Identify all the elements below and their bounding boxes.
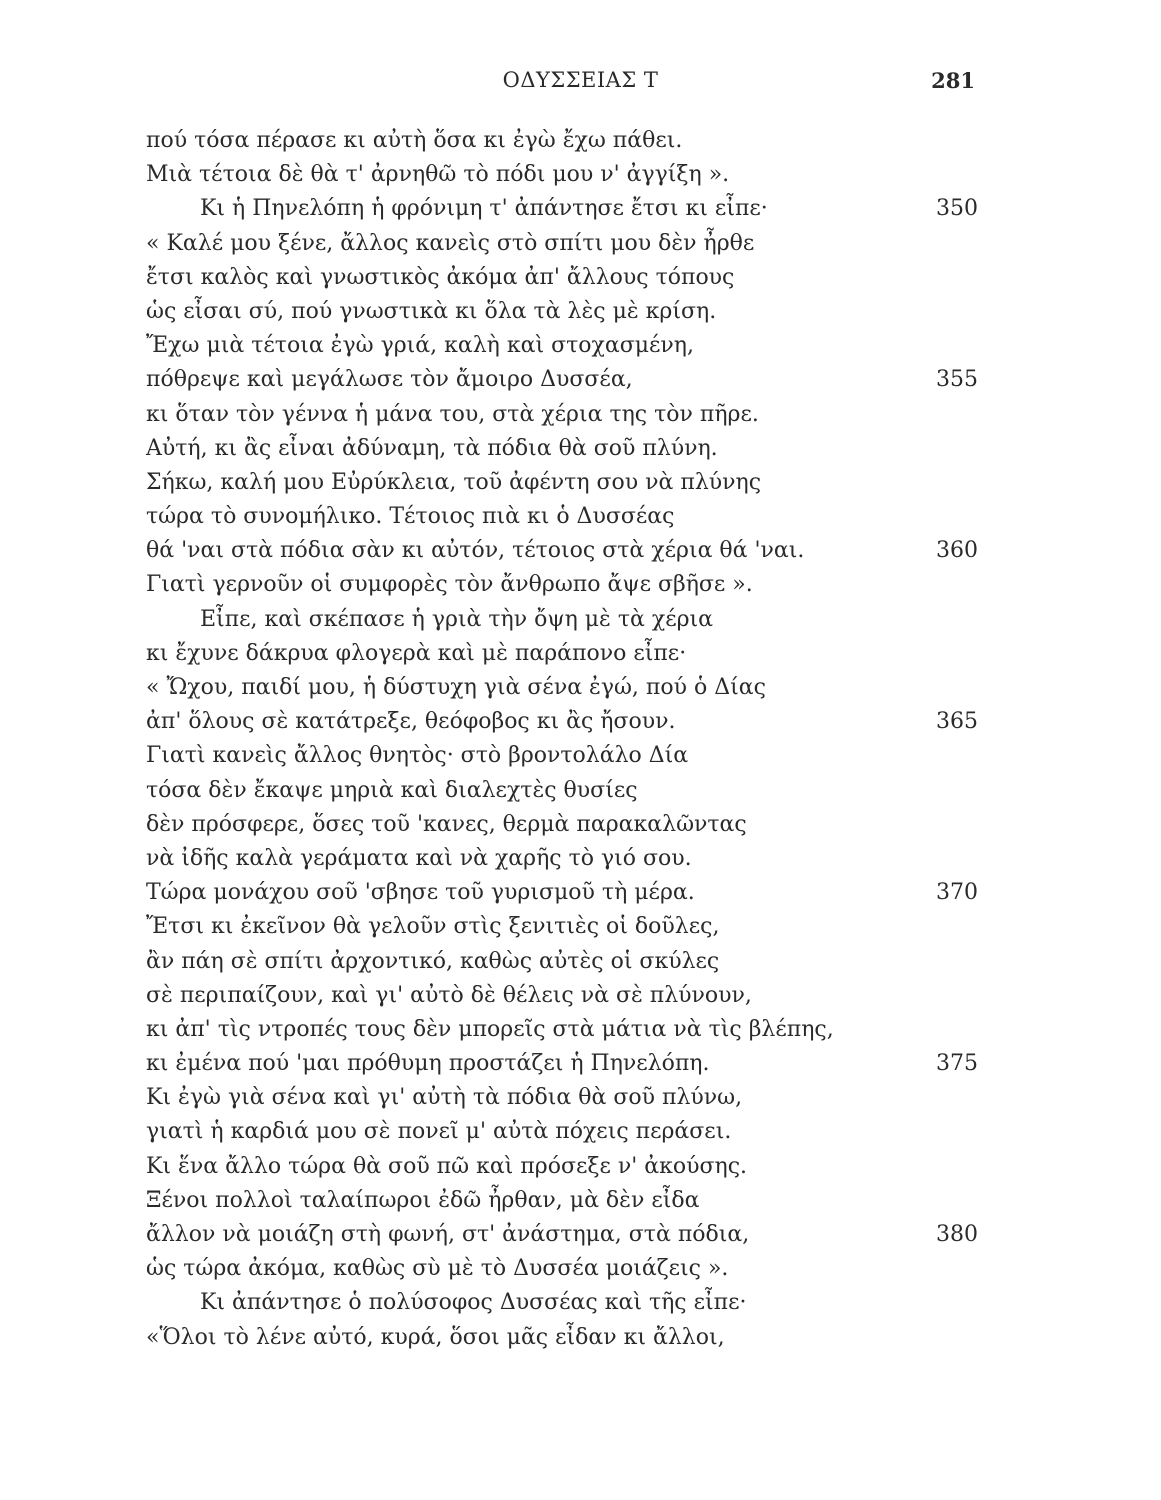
verse-text: Τώρα μονάχου σοῦ 'σβησε τοῦ γυρισμοῦ τὴ μέρα. [146, 880, 695, 906]
verse-line [146, 1218, 978, 1252]
verse-text: Σήκω, καλή μου Εὐρύκλεια, τοῦ ἀφέντη σου νὰ πλύνης [146, 469, 762, 495]
verse-line [146, 1081, 978, 1115]
line-number: 355 [936, 367, 978, 393]
verse-line [146, 1047, 978, 1081]
verse-line [146, 534, 978, 568]
verse-text: ἀπ' ὅλους σὲ κατάτρεξε, θεόφοβος κι ἂς ἤσουν. [146, 709, 676, 735]
verse-text: «Ὅλοι τὸ λένε αὐτό, κυρά, ὅσοι μᾶς εἶδαν κι ἄλλοι, [146, 1324, 725, 1350]
poem-text [146, 124, 978, 1355]
verse-text: Εἶπε, καὶ σκέπασε ἡ γριὰ τὴν ὄψη μὲ τὰ χέρια [200, 606, 714, 632]
verse-text: κι ἐμένα πού 'μαι πρόθυμη προστάζει ἡ Πηνελόπη. [146, 1051, 710, 1077]
verse-text: πού τόσα πέρασε κι αὐτὴ ὅσα κι ἐγὼ ἔχω πάθει. [146, 128, 683, 153]
line-number: 380 [936, 1222, 978, 1247]
verse-line [146, 739, 978, 773]
verse-text: κι ὅταν τὸν γέννα ἡ μάνα του, στὰ χέρια της τὸν πῆρε. [146, 401, 759, 427]
verse-text: ὡς εἶσαι σύ, πού γνωστικὰ κι ὅλα τὰ λὲς μὲ κρίση. [146, 298, 717, 324]
verse-line [146, 124, 978, 158]
verse-text: Μιὰ τέτοια δὲ θὰ τ' ἀρνηθῶ τὸ πόδι μου ν' ἀγγίξη ». [146, 162, 730, 188]
running-header: ΟΔΥΣΣΕΙΑΣ Τ [502, 68, 659, 92]
verse-text: Ξένοι πολλοὶ ταλαίπωροι ἐδῶ ἦρθαν, μὰ δὲν εἶδα [146, 1187, 700, 1213]
verse-line [146, 705, 978, 739]
verse-text: Γιατὶ γερνοῦν οἱ συμφορὲς τὸν ἄνθρωπο ἄψε σβῆσε ». [146, 572, 753, 598]
verse-line [146, 1286, 978, 1320]
verse-text: Κι ἕνα ἄλλο τώρα θὰ σοῦ πῶ καὶ πρόσεξε ν' ἀκούσης. [146, 1153, 748, 1179]
verse-line [146, 363, 978, 397]
verse-line [146, 192, 978, 226]
verse-text: Αὐτή, κι ἂς εἶναι ἀδύναμη, τὰ πόδια θὰ σοῦ πλύνη. [146, 435, 718, 461]
verse-line [146, 261, 978, 295]
verse-line [146, 637, 978, 671]
line-number: 360 [936, 538, 978, 564]
verse-text: ἄλλον νὰ μοιάζη στὴ φωνή, στ' ἀνάστημα, στὰ πόδια, [146, 1222, 750, 1247]
verse-text: Ἔτσι κι ἐκεῖνον θὰ γελοῦν στὶς ξενιτιὲς οἱ δοῦλες, [146, 914, 720, 940]
verse-line [146, 568, 978, 602]
verse-line [146, 1150, 978, 1184]
line-number: 375 [936, 1051, 978, 1077]
verse-line [146, 1252, 978, 1286]
verse-line [146, 1013, 978, 1047]
verse-text: ἂν πάη σὲ σπίτι ἀρχοντικό, καθὼς αὐτὲς οἱ σκύλες [146, 948, 720, 974]
verse-text: Κι ἀπάντησε ὁ πολύσοφος Δυσσέας καὶ τῆς εἶπε· [200, 1290, 747, 1316]
verse-line [146, 671, 978, 705]
verse-text: ὡς τώρα ἀκόμα, καθὼς σὺ μὲ τὸ Δυσσέα μοιάζεις ». [146, 1256, 729, 1282]
verse-text: « Καλέ μου ξένε, ἄλλος κανεὶς στὸ σπίτι μου δὲν ἦρθε [146, 230, 755, 256]
verse-line [146, 295, 978, 329]
verse-text: « Ὤχου, παιδί μου, ἡ δύστυχη γιὰ σένα ἐγώ, πού ὁ Δίας [146, 675, 766, 700]
verse-text: κι ἔχυνε δάκρυα φλογερὰ καὶ μὲ παράπονο εἶπε· [146, 640, 687, 666]
verse-line [146, 1321, 978, 1355]
verse-text: Κι ἡ Πηνελόπη ἡ φρόνιμη τ' ἀπάντησε ἔτσι κι εἶπε· [200, 196, 768, 222]
verse-line [146, 1115, 978, 1149]
verse-line [146, 158, 978, 192]
line-number: 370 [936, 880, 978, 906]
verse-line [146, 432, 978, 466]
verse-text: Ἔχω μιὰ τέτοια ἐγὼ γριά, καλὴ καὶ στοχασμένη, [146, 333, 694, 359]
verse-text: τώρα τὸ συνομήλικο. Τέτοιος πιὰ κι ὁ Δυσσέας [146, 504, 675, 530]
verse-line [146, 603, 978, 637]
verse-text: Κι ἐγὼ γιὰ σένα καὶ γι' αὐτὴ τὰ πόδια θὰ σοῦ πλύνω, [146, 1085, 743, 1111]
line-number: 365 [936, 709, 978, 735]
verse-text: δὲν πρόσφερε, ὅσες τοῦ 'κανες, θερμὰ παρακαλῶντας [146, 811, 747, 837]
verse-line [146, 1184, 978, 1218]
verse-text: Γιατὶ κανεὶς ἄλλος θνητὸς· στὸ βροντολάλο Δία [146, 743, 689, 769]
verse-line [146, 398, 978, 432]
verse-line [146, 808, 978, 842]
line-number: 350 [936, 196, 978, 222]
verse-line [146, 842, 978, 876]
verse-text: θά 'ναι στὰ πόδια σὰν κι αὐτόν, τέτοιος στὰ χέρια θά 'ναι. [146, 538, 805, 564]
verse-line [146, 910, 978, 944]
verse-text: κι ἀπ' τὶς ντροπές τους δὲν μπορεῖς στὰ μάτια νὰ τὶς βλέπης, [146, 1016, 834, 1042]
verse-text: σὲ περιπαίζουν, καὶ γι' αὐτὸ δὲ θέλεις νὰ σὲ πλύνουν, [146, 982, 752, 1008]
page-number: 281 [931, 68, 975, 93]
verse-line [146, 466, 978, 500]
verse-line [146, 876, 978, 910]
verse-line [146, 774, 978, 808]
verse-line [146, 227, 978, 261]
verse-text: γιατὶ ἡ καρδιά μου σὲ πονεῖ μ' αὐτὰ πόχεις περάσει. [146, 1119, 732, 1145]
verse-line [146, 979, 978, 1013]
verse-text: νὰ ἰδῆς καλὰ γεράματα καὶ νὰ χαρῆς τὸ γιό σου. [146, 845, 692, 871]
verse-line [146, 329, 978, 363]
verse-line [146, 500, 978, 534]
verse-text: ἔτσι καλὸς καὶ γνωστικὸς ἀκόμα ἀπ' ἄλλους τόπους [146, 264, 735, 290]
verse-text: τόσα δὲν ἔκαψε μηριὰ καὶ διαλεχτὲς θυσίες [146, 777, 638, 803]
verse-line [146, 945, 978, 979]
verse-text: πόθρεψε καὶ μεγάλωσε τὸν ἄμοιρο Δυσσέα, [146, 367, 633, 393]
